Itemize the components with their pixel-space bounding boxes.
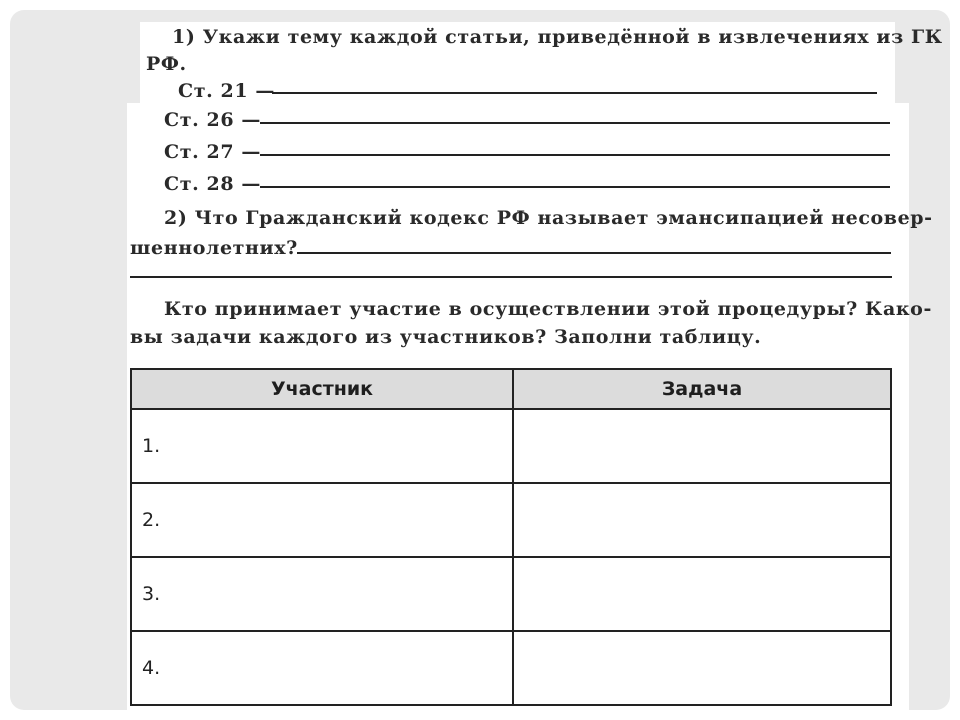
table-row: [131, 483, 891, 557]
article-26-label: Ст. 26 —: [164, 109, 261, 131]
participant-cell[interactable]: 2.: [131, 483, 513, 557]
task2-answer-line-2[interactable]: [130, 276, 892, 278]
participant-cell[interactable]: 1.: [131, 409, 513, 483]
header-task: Задача: [513, 369, 891, 409]
task3-question-line2: вы задачи каждого из участников? Заполни таблицу.: [130, 326, 762, 348]
table-row: [131, 631, 891, 705]
participant-cell[interactable]: 4.: [131, 631, 513, 705]
header-participant: Участник: [131, 369, 513, 409]
article-21-answer-line[interactable]: [272, 92, 877, 94]
task-cell[interactable]: [513, 409, 891, 483]
article-27-label: Ст. 27 —: [164, 141, 261, 163]
article-21-label: Ст. 21 —: [178, 80, 275, 102]
task-cell[interactable]: [513, 557, 891, 631]
task-cell[interactable]: [513, 631, 891, 705]
task-cell[interactable]: [513, 483, 891, 557]
article-27-answer-line[interactable]: [260, 154, 890, 156]
table-row: [131, 557, 891, 631]
task3-question-line1: Кто принимает участие в осуществлении этой процедуры? Како-: [164, 298, 932, 320]
task2-answer-line-1[interactable]: [297, 252, 891, 254]
task2-question-line2: шеннолетних?: [130, 237, 298, 259]
task2-question-line1: 2) Что Гражданский кодекс РФ называет эмансипацией несовер-: [164, 207, 933, 229]
participant-cell[interactable]: 3.: [131, 557, 513, 631]
table-header-row: [131, 369, 891, 409]
article-28-label: Ст. 28 —: [164, 173, 261, 195]
article-28-answer-line[interactable]: [260, 186, 890, 188]
task1-question-line1: 1) Укажи тему каждой статьи, приведённой в извлечениях из ГК: [172, 26, 943, 48]
article-26-answer-line[interactable]: [260, 122, 890, 124]
table-row: [131, 409, 891, 483]
participants-table: [130, 368, 892, 706]
task1-question-line2: РФ.: [146, 53, 187, 75]
